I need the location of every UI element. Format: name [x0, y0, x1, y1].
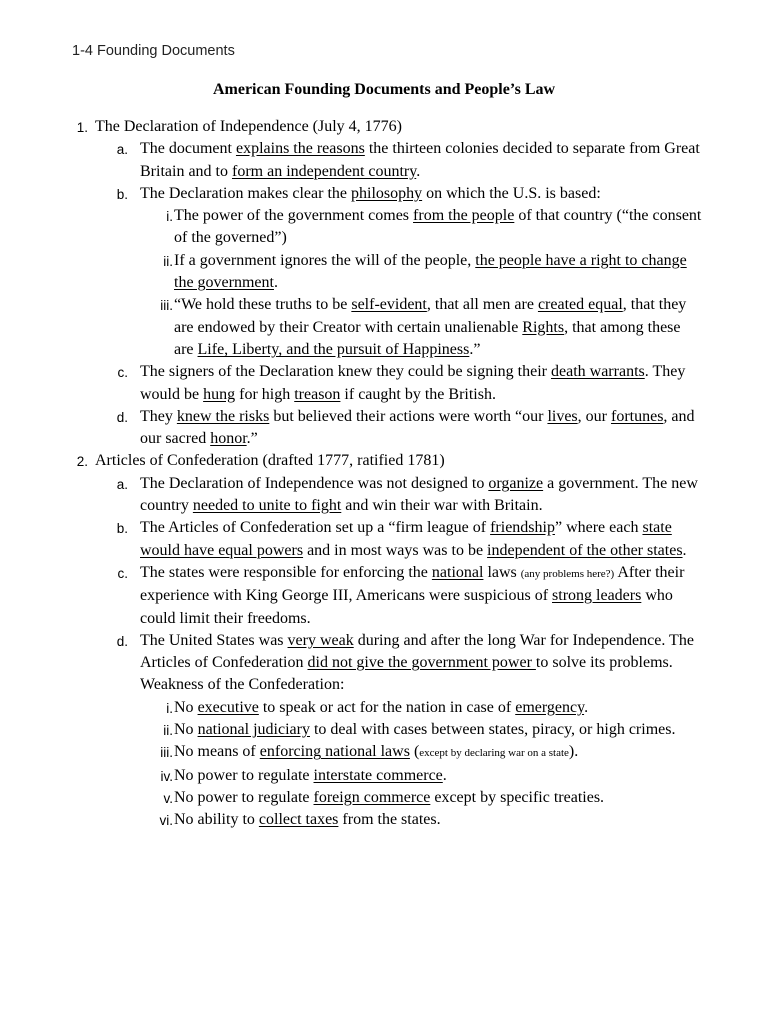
outline-item-level-3 [0, 765, 704, 787]
list-marker: 2. [76, 454, 88, 470]
underlined-term: foreign commerce [313, 788, 431, 806]
text-segment: .” [469, 340, 481, 358]
outline-item-level-3 [0, 741, 704, 764]
underlined-term: death warrants [551, 363, 645, 381]
list-marker: i. [166, 209, 173, 225]
text-segment: but believed their actions were worth “our [269, 407, 548, 425]
outline-item-level-2 [0, 562, 700, 630]
text-segment: from the states. [338, 811, 441, 829]
underlined-term: emergency [515, 698, 585, 716]
list-marker: iii. [160, 745, 173, 761]
underlined-term: national [431, 563, 484, 581]
underlined-term: state would have equal powers [140, 519, 672, 559]
underlined-term: honor [210, 430, 247, 448]
outline-item-level-2 [0, 406, 700, 451]
outline-item-level-3 [0, 294, 704, 361]
text-segment: If a government ignores the will of the people, [174, 251, 476, 269]
text-segment: ( [409, 743, 420, 761]
text-segment: “We hold these truths to be [174, 296, 352, 314]
text-segment: The states were responsible for enforcing the [140, 563, 432, 581]
underlined-term: collect taxes [258, 811, 339, 829]
text-segment: No ability to [174, 811, 259, 829]
underlined-term: independent of the other states [487, 541, 683, 559]
text-segment: No [174, 698, 198, 716]
outline-item-text [140, 519, 687, 558]
underlined-term: Life, Liberty, and the pursuit of Happiness [197, 340, 470, 358]
list-marker: d. [116, 409, 128, 425]
text-segment: . [442, 766, 447, 784]
underlined-term: hung [203, 385, 236, 403]
outline-item-text [140, 632, 694, 694]
text-segment: The signers of the Declaration knew they could be signing their [140, 363, 551, 381]
outline-item-text [174, 811, 441, 828]
underlined-term: Rights [522, 318, 565, 336]
outline-item-level-2 [0, 473, 700, 518]
underlined-term: fortunes [610, 407, 664, 425]
underlined-term: interstate commerce [313, 766, 443, 784]
outline-item-text [174, 767, 447, 784]
text-segment: ” where each [554, 519, 643, 537]
underlined-term: knew the risks [176, 407, 270, 425]
text-segment: . They would be [140, 363, 686, 403]
text-segment: They [140, 407, 177, 425]
underlined-term: friendship [490, 519, 555, 537]
text-segment: No means of [174, 743, 260, 761]
underlined-term: executive [197, 698, 259, 716]
text-segment: and in most ways was to be [303, 541, 488, 559]
list-marker: ii. [163, 723, 173, 739]
text-segment: during and after the long War for Independence. The Articles of Confederation [140, 631, 694, 672]
text-segment: , that all men are [426, 296, 538, 314]
text-segment: if caught by the British. [340, 385, 496, 403]
list-marker: vi. [159, 813, 173, 829]
text-segment: After their experience with King George III, Americans were suspicious of [140, 563, 685, 605]
text-segment: . [682, 541, 687, 559]
underlined-term: from the people [413, 207, 515, 225]
text-segment: Articles of Confederation (drafted 1777, ratified 1781) [95, 452, 445, 470]
outline-item-text [140, 564, 684, 627]
text-segment: on which the U.S. is based: [422, 184, 601, 202]
text-segment: The Articles of Confederation set up a “firm league of [140, 519, 491, 537]
text-segment: of that country (“the consent of the governed”) [174, 207, 702, 247]
document-outline [0, 116, 768, 832]
outline-item-text [140, 140, 700, 179]
text-segment: . [273, 274, 278, 292]
list-marker: i. [166, 700, 173, 716]
text-segment: to solve its problems. Weakness of the Confederation: [140, 654, 673, 694]
outline-item-text [174, 721, 675, 738]
outline-item-text [174, 207, 701, 246]
document-header: 1-4 Founding Documents [72, 43, 235, 59]
underlined-term: national judiciary [197, 721, 310, 739]
underlined-term: strong leaders [552, 587, 642, 605]
small-note: except by declaring war on a state [419, 747, 569, 760]
text-segment: and win their war with Britain. [341, 497, 543, 515]
outline-item-text [174, 789, 604, 806]
outline-item-level-3 [0, 787, 704, 809]
outline-item-level-3 [0, 697, 704, 719]
text-segment: The Declaration makes clear the [140, 184, 351, 202]
text-segment: except by specific treaties. [430, 788, 605, 806]
text-segment: The United States was [140, 631, 288, 649]
underlined-term: explains the reasons [235, 140, 365, 158]
text-segment: . [584, 698, 589, 716]
text-segment: The document [140, 140, 236, 158]
text-segment: to speak or act for the nation in case of [258, 698, 516, 716]
small-note: (any problems here?) [520, 567, 615, 580]
text-segment: No power to regulate [174, 766, 314, 784]
outline-item-text [174, 699, 588, 716]
underlined-term: created equal [537, 296, 623, 314]
list-marker: a. [116, 476, 128, 492]
list-marker: ii. [163, 253, 173, 269]
underlined-term: the people have a right to change the government [174, 251, 687, 292]
outline-item-level-2 [0, 138, 700, 183]
outline-item-level-3 [0, 809, 704, 831]
outline-item-level-3 [0, 205, 704, 250]
text-segment: , and our sacred [140, 407, 695, 448]
underlined-term: self-evident [351, 296, 427, 314]
text-segment: ). [568, 743, 579, 761]
outline-item-text [174, 743, 578, 760]
list-marker: 1. [76, 120, 88, 135]
text-segment: who could limit their freedoms. [140, 587, 673, 627]
outline-item-level-2 [0, 361, 700, 406]
text-segment: The Declaration of Independence (July 4, 1776) [95, 118, 402, 135]
underlined-term: philosophy [351, 184, 423, 202]
list-marker: b. [116, 186, 128, 202]
list-marker: iv. [160, 768, 173, 784]
underlined-term: did not give the government power [307, 654, 536, 672]
underlined-term: lives [547, 407, 578, 425]
outline-item-level-1 [0, 450, 715, 472]
outline-item-text [95, 118, 402, 135]
text-segment: to deal with cases between states, piracy, or high crimes. [309, 721, 676, 739]
text-segment: No [174, 721, 198, 739]
text-segment: the thirteen colonies decided to separate from Great Britain and to [140, 140, 700, 180]
text-segment: , our [577, 407, 611, 425]
text-segment: a government. The new country [140, 474, 698, 515]
outline-item-text [95, 452, 445, 469]
list-marker: d. [116, 633, 128, 649]
list-marker: c. [117, 365, 128, 381]
text-segment: The power of the government comes [174, 207, 414, 225]
text-segment: laws [483, 563, 521, 581]
outline-item-text [140, 185, 601, 202]
text-segment: No power to regulate [174, 788, 314, 806]
outline-item-text [174, 296, 686, 358]
outline-item-level-1 [0, 116, 715, 138]
underlined-term: needed to unite to fight [192, 497, 342, 515]
outline-item-level-3 [0, 719, 704, 741]
list-marker: c. [117, 565, 128, 581]
list-marker: iii. [160, 298, 173, 314]
underlined-term: treason [294, 385, 341, 403]
list-marker: b. [116, 521, 128, 537]
text-segment: for high [235, 385, 295, 403]
text-segment: , that they are endowed by their Creator with certain unalienable [174, 296, 687, 336]
outline-item-text [140, 475, 698, 514]
outline-item-text [140, 363, 685, 402]
outline-item-level-2 [0, 517, 700, 562]
underlined-term: form an independent country [231, 162, 417, 180]
outline-item-text [174, 252, 687, 291]
outline-item-level-2 [0, 630, 700, 697]
outline-item-text [140, 408, 695, 447]
text-segment: , that among these are [174, 318, 681, 358]
underlined-term: enforcing national laws [259, 743, 410, 761]
text-segment: . [416, 162, 421, 180]
text-segment: The Declaration of Independence was not designed to [140, 474, 489, 492]
outline-item-level-3 [0, 250, 704, 295]
text-segment: .” [246, 430, 258, 448]
outline-item-level-2 [0, 183, 700, 205]
underlined-term: organize [488, 474, 544, 492]
underlined-term: very weak [287, 631, 354, 649]
document-title: American Founding Documents and People’s Law [212, 81, 556, 98]
list-marker: a. [116, 142, 128, 158]
list-marker: v. [163, 790, 173, 806]
